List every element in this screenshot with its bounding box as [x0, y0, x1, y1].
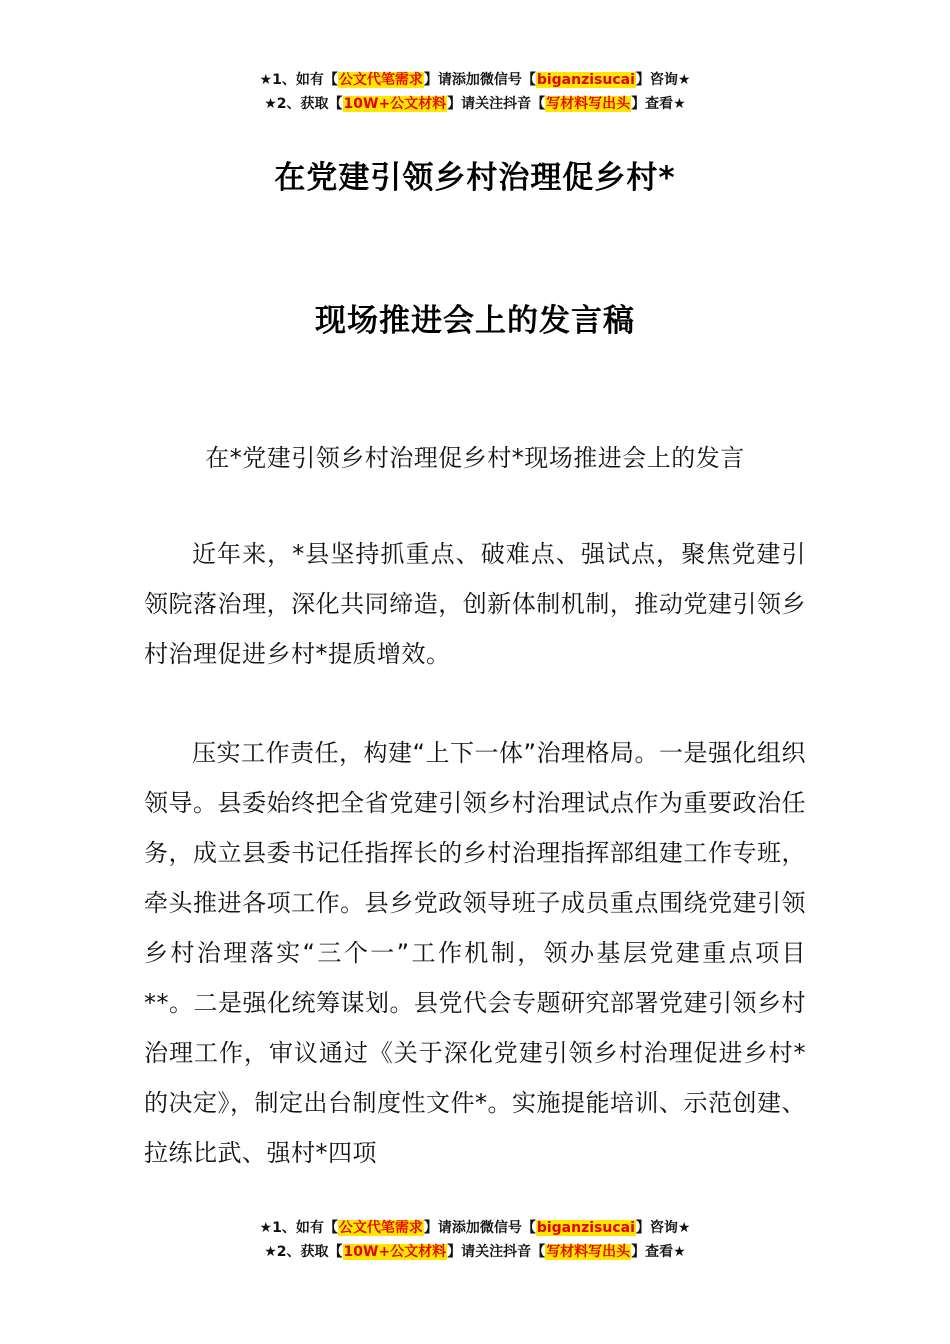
banner-line-2-suffix: 】查看★ — [631, 96, 686, 112]
banner-line-1-prefix: ★1、如有【 — [259, 1220, 338, 1236]
document-title-line-2: 现场推进会上的发言稿 — [315, 303, 635, 339]
body-paragraph-2: 压实工作责任，构建“上下一体”治理格局。一是强化组织领导。县委始终把全省党建引领乡村治理试点作为重要政治任务，成立县委书记任指挥长的乡村治理指挥部组建工作专班，牵头推进各项工作。县乡党政领导班子成员重点围绕党建引领乡村治理落实“三个一”工作机制，领办基层党建重点项目**。二是强化统筹谋划。县党代会专题研究部署党建引领乡村治理工作，审议通过《关于深化党建引领乡村治理促进乡村*的决定》，制定出台制度性文件*。实施提能培训、示范创建、拉练比武、强村*四项 — [144, 739, 806, 1167]
banner-highlight-douyin: 写材料写出头 — [546, 96, 631, 112]
banner-line-1-prefix: ★1、如有【 — [259, 72, 338, 88]
banner-highlight-douyin: 写材料写出头 — [546, 1244, 631, 1260]
banner-highlight-ghostwriting: 公文代笔需求 — [338, 72, 423, 88]
banner-line-1-suffix: 】咨询★ — [635, 1220, 691, 1236]
banner-line-1 — [0, 1216, 950, 1240]
banner-highlight-wechat-id: biganzisucai — [536, 72, 635, 88]
banner-line-2-suffix: 】查看★ — [631, 1244, 686, 1260]
banner-line-2 — [0, 1240, 950, 1264]
banner-highlight-materials: 10W+公文材料 — [343, 1244, 447, 1260]
document-subtitle: 在*党建引领乡村治理促乡村*现场推进会上的发言 — [205, 444, 745, 472]
banner-line-2 — [0, 92, 950, 116]
banner-line-1-middle: 】请添加微信号【 — [423, 72, 536, 88]
banner-line-1-suffix: 】咨询★ — [635, 72, 691, 88]
banner-line-2-prefix: ★2、获取【 — [264, 1244, 343, 1260]
body-paragraph-1: 近年来，*县坚持抓重点、破难点、强试点，聚焦党建引领院落治理，深化共同缔造，创新体制机制，推动党建引领乡村治理促进乡村*提质增效。 — [144, 540, 806, 668]
banner-highlight-materials: 10W+公文材料 — [343, 96, 447, 112]
banner-line-2-prefix: ★2、获取【 — [264, 96, 343, 112]
banner-line-2-middle: 】请关注抖音【 — [447, 96, 546, 112]
banner-highlight-wechat-id: biganzisucai — [536, 1220, 635, 1236]
banner-line-2-middle: 】请关注抖音【 — [447, 1244, 546, 1260]
bottom-banner — [0, 1216, 950, 1264]
banner-line-1-middle: 】请添加微信号【 — [423, 1220, 536, 1236]
banner-line-1 — [0, 68, 950, 92]
document-title-line-1: 在党建引领乡村治理促乡村* — [274, 160, 676, 196]
banner-highlight-ghostwriting: 公文代笔需求 — [338, 1220, 423, 1236]
top-banner — [0, 68, 950, 116]
